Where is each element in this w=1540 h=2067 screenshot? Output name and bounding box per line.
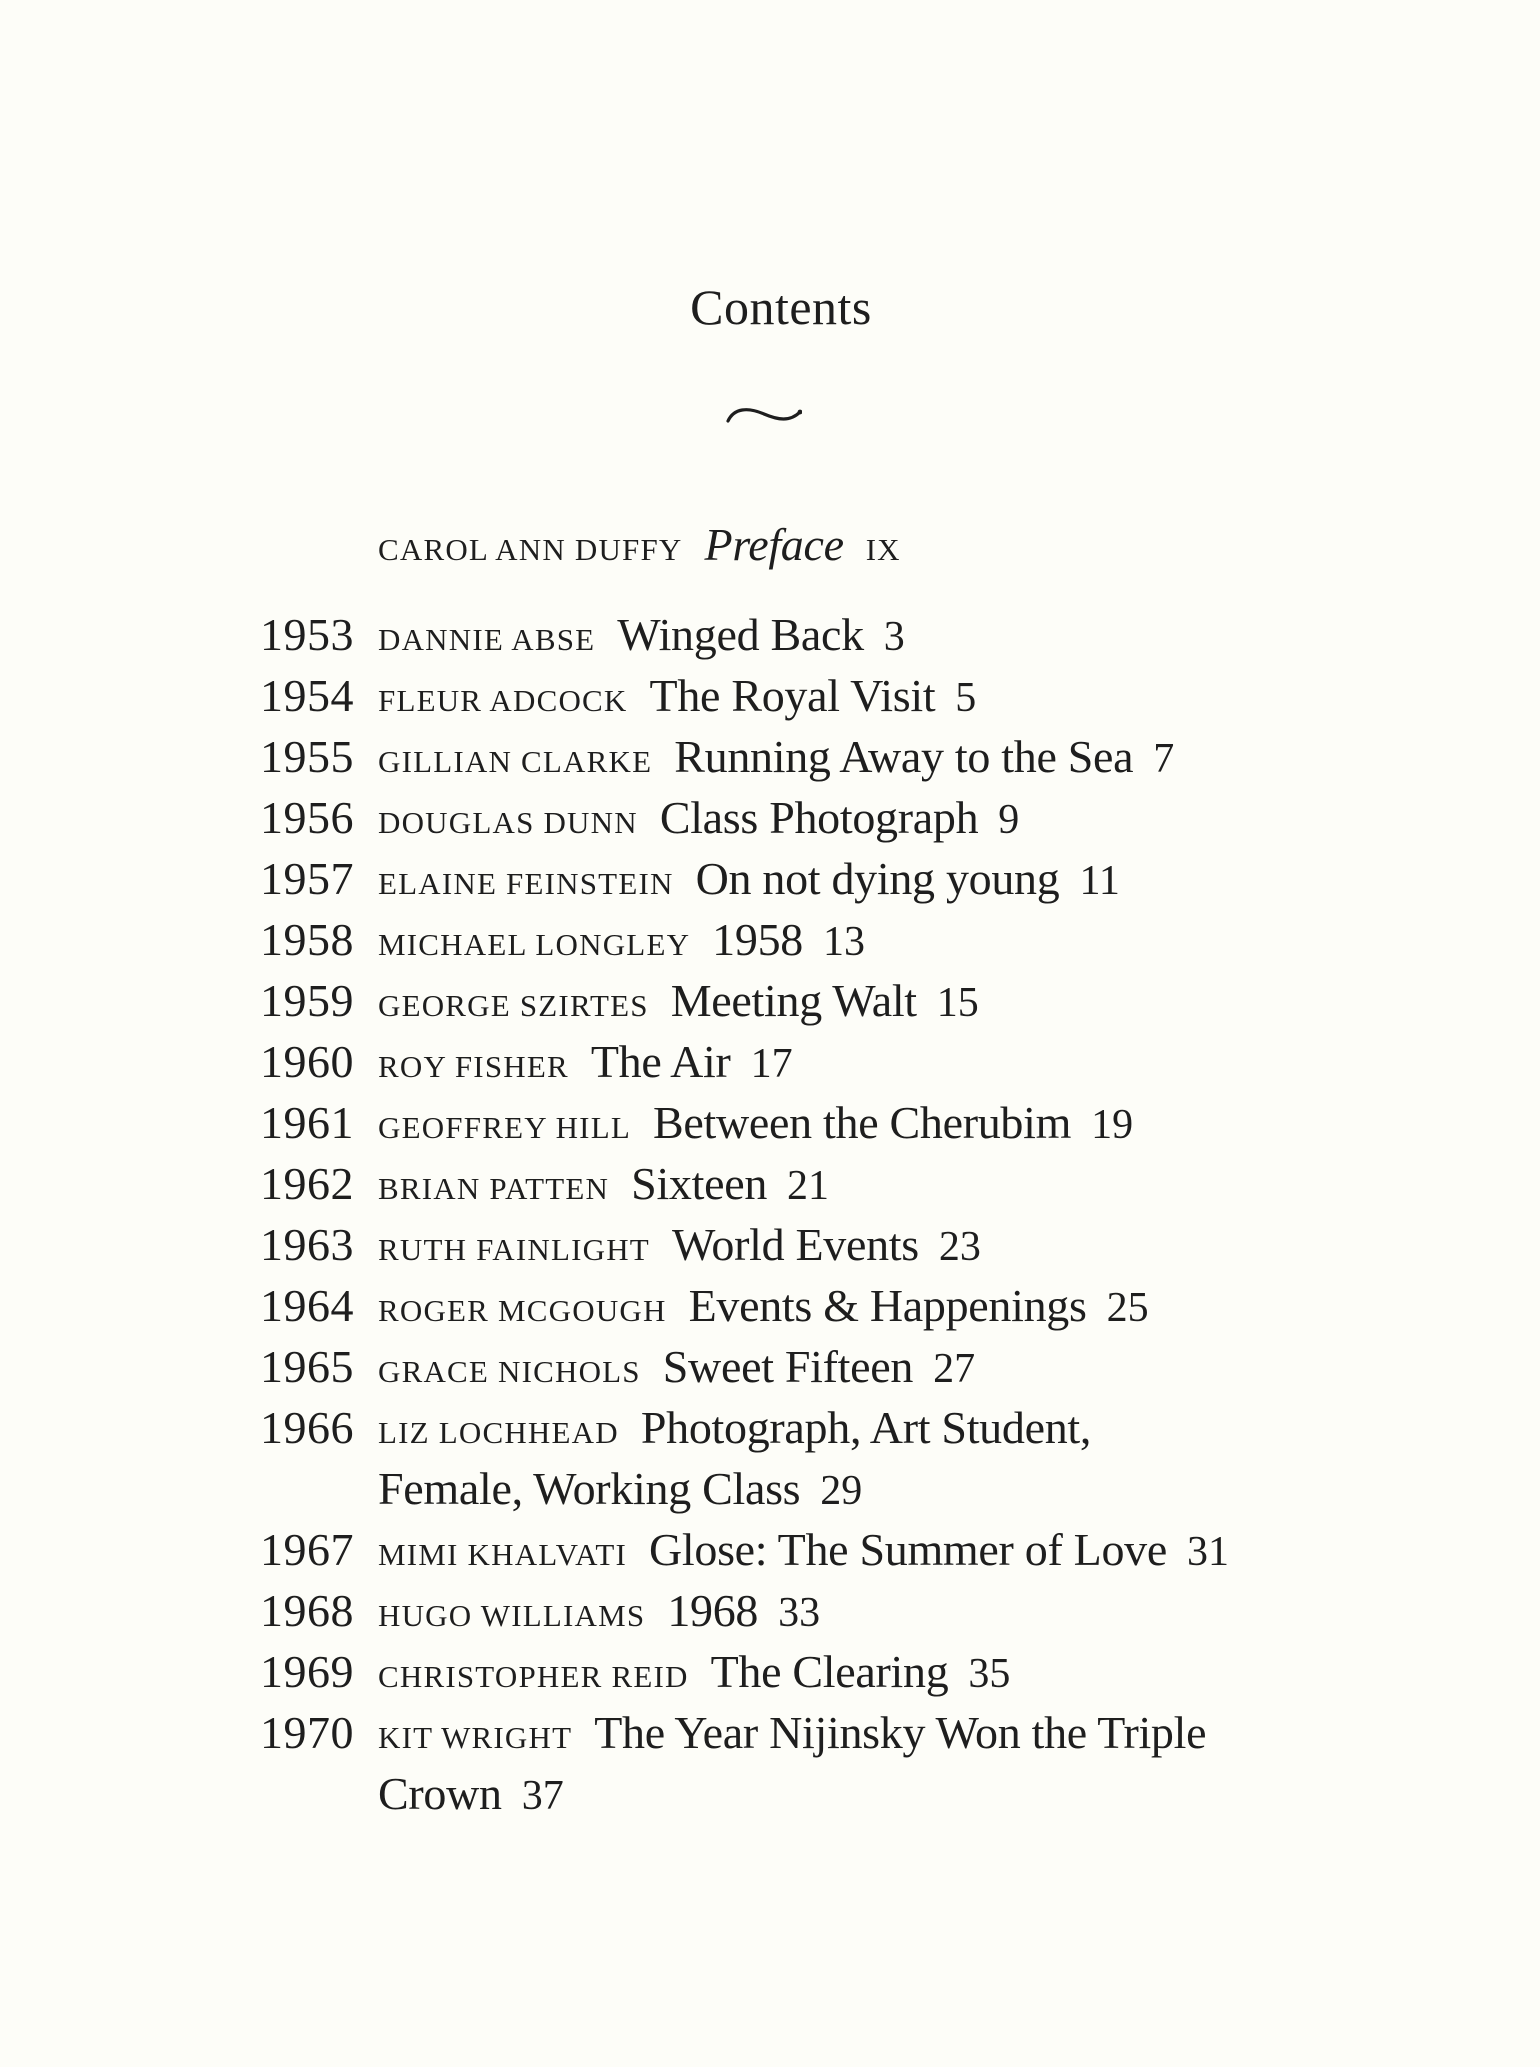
entry-page-number: 3 (883, 614, 905, 660)
entry-year: 1963 (260, 1219, 354, 1270)
preface-page-number: IX (865, 532, 901, 567)
entry-year: 1962 (260, 1158, 354, 1209)
contents-entry[interactable] (260, 1153, 1320, 1214)
entry-author: KIT WRIGHT (378, 1720, 573, 1755)
entry-page-number: 35 (968, 1651, 1011, 1697)
entry-line (260, 604, 1320, 665)
contents-entry[interactable] (260, 1702, 1320, 1824)
entry-page-number: 27 (933, 1346, 976, 1392)
contents-entry[interactable] (260, 604, 1320, 665)
entry-author: ELAINE FEINSTEIN (378, 866, 674, 901)
entry-author: MIMI KHALVATI (378, 1537, 627, 1572)
entry-title: The Year Nijinsky Won the Triple (594, 1707, 1207, 1758)
entry-line (260, 787, 1320, 848)
entry-year: 1953 (260, 609, 354, 660)
entry-title: Winged Back (617, 609, 864, 660)
preface-entry[interactable] (378, 518, 900, 578)
entry-line (260, 1214, 1320, 1275)
preface-author: CAROL ANN DUFFY (378, 532, 683, 567)
contents-entry[interactable] (260, 787, 1320, 848)
entry-page-number: 29 (820, 1468, 863, 1514)
entry-year: 1967 (260, 1524, 354, 1575)
entry-page-number: 13 (822, 919, 865, 965)
entry-year: 1970 (260, 1707, 354, 1758)
entry-author: DOUGLAS DUNN (378, 805, 638, 840)
entry-title: Running Away to the Sea (674, 731, 1134, 782)
entry-author: GEORGE SZIRTES (378, 988, 649, 1023)
entry-author: BRIAN PATTEN (378, 1171, 610, 1206)
contents-entry[interactable] (260, 1519, 1320, 1580)
entry-page-number: 37 (521, 1773, 564, 1819)
contents-entry[interactable] (260, 1275, 1320, 1336)
entry-page-number: 15 (936, 980, 979, 1026)
entry-page-number: 7 (1153, 736, 1175, 782)
entry-line (260, 1275, 1320, 1336)
contents-entry[interactable] (260, 1214, 1320, 1275)
entry-year: 1959 (260, 975, 354, 1026)
entry-line (260, 1336, 1320, 1397)
entry-year: 1965 (260, 1341, 354, 1392)
entry-year: 1964 (260, 1280, 354, 1331)
entry-title: On not dying young (695, 853, 1060, 904)
entry-title-continuation: Female, Working Class (378, 1463, 801, 1514)
entry-year: 1966 (260, 1402, 354, 1453)
contents-entry[interactable] (260, 1092, 1320, 1153)
contents-entry[interactable] (260, 848, 1320, 909)
contents-entry[interactable] (260, 1580, 1320, 1641)
entry-page-number: 33 (778, 1590, 821, 1636)
entry-line (260, 1580, 1320, 1641)
entry-title: Sixteen (631, 1158, 768, 1209)
entry-year: 1961 (260, 1097, 354, 1148)
entry-line-continuation (260, 1458, 1320, 1519)
entry-line (260, 1397, 1320, 1458)
contents-entry[interactable] (260, 1336, 1320, 1397)
entry-author: GILLIAN CLARKE (378, 744, 653, 779)
entry-page-number: 25 (1106, 1285, 1149, 1331)
contents-entry[interactable] (260, 909, 1320, 970)
entry-title: Class Photograph (659, 792, 979, 843)
entry-year: 1957 (260, 853, 354, 904)
entry-author: ROGER MCGOUGH (378, 1293, 667, 1328)
entry-page-number: 19 (1091, 1102, 1134, 1148)
entry-line (260, 909, 1320, 970)
entry-title: The Air (590, 1036, 731, 1087)
entry-title: Photograph, Art Student, (640, 1402, 1092, 1453)
contents-list (260, 604, 1320, 1824)
entry-author: FLEUR ADCOCK (378, 683, 628, 718)
entry-line (260, 848, 1320, 909)
entry-line (260, 970, 1320, 1031)
entry-year: 1960 (260, 1036, 354, 1087)
entry-author: GRACE NICHOLS (378, 1354, 641, 1389)
entry-title: Events & Happenings (688, 1280, 1087, 1331)
entry-author: RUTH FAINLIGHT (378, 1232, 650, 1267)
entry-author: MICHAEL LONGLEY (378, 927, 691, 962)
entry-title: The Royal Visit (649, 670, 936, 721)
preface-title: Preface (704, 519, 844, 570)
entry-author: ROY FISHER (378, 1049, 569, 1084)
entry-title: World Events (671, 1219, 919, 1270)
entry-title: The Clearing (710, 1646, 949, 1697)
entry-line (260, 1092, 1320, 1153)
entry-year: 1956 (260, 792, 354, 843)
entry-page-number: 11 (1079, 858, 1120, 904)
swung-dash-ornament (726, 404, 802, 430)
contents-entry[interactable] (260, 1641, 1320, 1702)
entry-line (260, 726, 1320, 787)
entry-author: HUGO WILLIAMS (378, 1598, 646, 1633)
entry-line (260, 1702, 1320, 1763)
entry-line (260, 1153, 1320, 1214)
entry-title: 1958 (712, 914, 803, 965)
contents-entry[interactable] (260, 665, 1320, 726)
entry-page-number: 23 (938, 1224, 981, 1270)
entry-title-continuation: Crown (378, 1768, 502, 1819)
entry-year: 1954 (260, 670, 354, 721)
contents-entry[interactable] (260, 1031, 1320, 1092)
entry-page-number: 21 (787, 1163, 830, 1209)
entry-author: CHRISTOPHER REID (378, 1659, 689, 1694)
entry-title: 1968 (667, 1585, 759, 1636)
entry-page-number: 31 (1186, 1529, 1229, 1575)
page-title: Contents (690, 279, 872, 335)
entry-line (260, 1031, 1320, 1092)
entry-page-number: 9 (998, 797, 1020, 843)
entry-title: Meeting Walt (670, 975, 917, 1026)
entry-author: LIZ LOCHHEAD (378, 1415, 619, 1450)
entry-year: 1969 (260, 1646, 354, 1697)
entry-year: 1968 (260, 1585, 354, 1636)
contents-entry[interactable] (260, 726, 1320, 787)
entry-title: Sweet Fifteen (662, 1341, 914, 1392)
entry-line (260, 1519, 1320, 1580)
entry-author: GEOFFREY HILL (378, 1110, 631, 1145)
contents-entry[interactable] (260, 970, 1320, 1031)
entry-line (260, 665, 1320, 726)
entry-page-number: 17 (750, 1041, 793, 1087)
entry-line-continuation (260, 1763, 1320, 1824)
entry-year: 1958 (260, 914, 354, 965)
entry-title: Glose: The Summer of Love (648, 1524, 1167, 1575)
contents-entry[interactable] (260, 1397, 1320, 1519)
entry-title: Between the Cherubim (652, 1097, 1072, 1148)
entry-page-number: 5 (955, 675, 977, 721)
entry-year: 1955 (260, 731, 354, 782)
entry-line (260, 1641, 1320, 1702)
entry-author: DANNIE ABSE (378, 622, 596, 657)
